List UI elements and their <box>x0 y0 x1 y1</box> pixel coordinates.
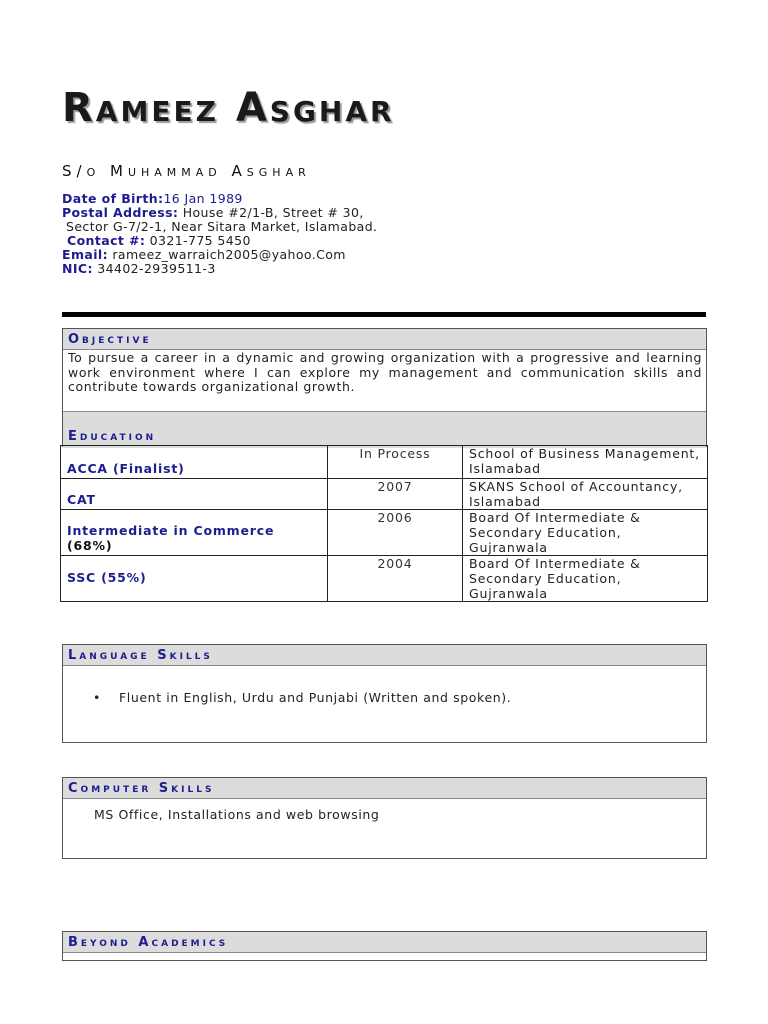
computer-item: MS Office, Installations and web browsing <box>94 807 380 822</box>
language-item <box>93 690 511 705</box>
contact-value: 0321-775 5450 <box>145 233 251 248</box>
address-line2: Sector G-7/2-1, Near Sitara Market, Islamabad. <box>66 219 378 234</box>
table-row <box>61 446 708 479</box>
qualification-text: ACCA (Finalist) <box>67 461 185 476</box>
institute-cell: Board Of Intermediate & Secondary Education, Gujranwala <box>463 510 708 556</box>
table-row <box>61 479 708 510</box>
qualification-cell <box>61 446 328 479</box>
email-value: rameez_warraich2005@yahoo.Com <box>107 247 346 262</box>
institute-cell: School of Business Management, Islamabad <box>463 446 708 479</box>
language-heading: Language Skills <box>63 645 706 666</box>
qualification-cell <box>61 556 328 602</box>
language-section <box>62 644 707 743</box>
address-row <box>62 206 377 220</box>
header-divider <box>62 312 706 317</box>
dob-row <box>62 192 377 206</box>
table-row <box>61 556 708 602</box>
qualification-text: Intermediate in Commerce <box>67 523 275 538</box>
year-cell: 2007 <box>328 479 463 510</box>
qualification-text: SSC (55%) <box>67 570 147 585</box>
beyond-heading: Beyond Academics <box>63 932 706 953</box>
contact-label: Contact #: <box>67 233 146 248</box>
qualification-cell <box>61 510 328 556</box>
nic-label: NIC: <box>62 261 93 276</box>
qualification-cell <box>61 479 328 510</box>
qualification-text: CAT <box>67 492 96 507</box>
nic-value: 34402-2939511-3 <box>92 261 216 276</box>
nic-row <box>62 262 377 276</box>
language-text: Fluent in English, Urdu and Punjabi (Written and spoken). <box>119 690 512 705</box>
dob-label: Date of Birth: <box>62 191 164 206</box>
candidate-name: Rameez Asghar <box>62 85 395 131</box>
table-row <box>61 510 708 556</box>
objective-section <box>62 328 707 447</box>
beyond-section <box>62 931 707 961</box>
address-label: Postal Address: <box>62 205 179 220</box>
education-table <box>60 445 708 602</box>
email-label: Email: <box>62 247 108 262</box>
qualification-extra: (68%) <box>67 538 113 553</box>
personal-info <box>62 192 377 276</box>
institute-cell: Board Of Intermediate & Secondary Education, Gujranwala <box>463 556 708 602</box>
dob-value: 16 Jan 1989 <box>163 191 243 206</box>
institute-cell: SKANS School of Accountancy, Islamabad <box>463 479 708 510</box>
objective-text: To pursue a career in a dynamic and growing organization with a progressive and learning work environment where I can explore my management and communication skills and contribute towards organizational growth. <box>68 350 702 394</box>
bullet-icon: • <box>93 690 101 705</box>
contact-row <box>62 234 377 248</box>
computer-section <box>62 777 707 859</box>
address-line1: House #2/1-B, Street # 30, <box>178 205 364 220</box>
education-heading: Education <box>68 429 157 444</box>
objective-heading: Objective <box>63 329 706 350</box>
email-row <box>62 248 377 262</box>
year-cell: 2004 <box>328 556 463 602</box>
year-cell: 2006 <box>328 510 463 556</box>
father-name: S/o Muhammad Asghar <box>62 162 311 180</box>
education-heading-band <box>63 411 706 448</box>
year-cell: In Process <box>328 446 463 479</box>
computer-heading: Computer Skills <box>63 778 706 799</box>
address-row-2 <box>62 220 377 234</box>
